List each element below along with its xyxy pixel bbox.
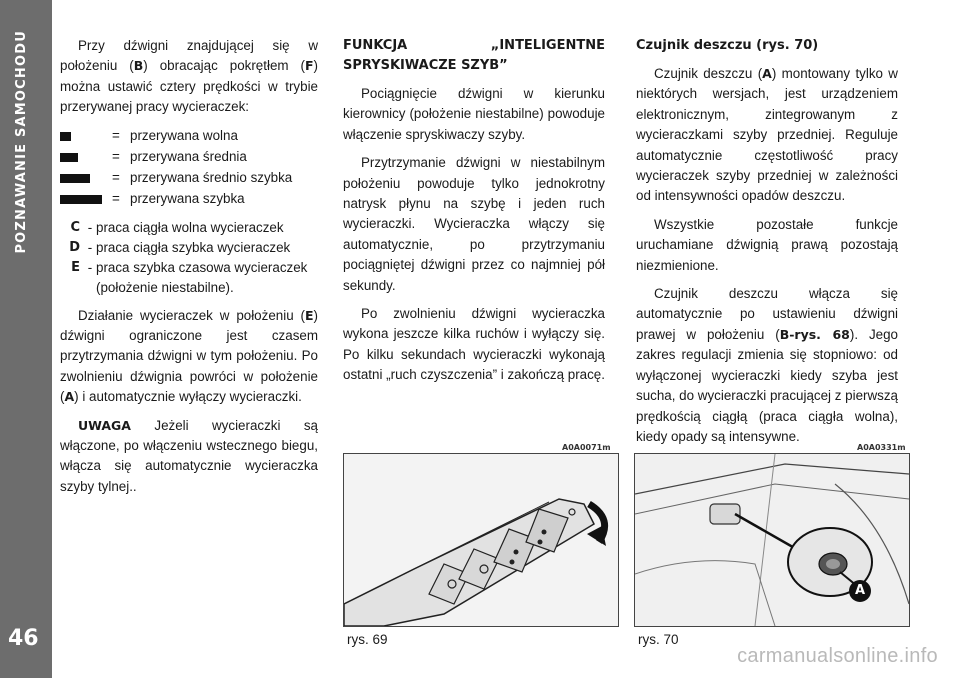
speed-row: = przerywana szybka (60, 189, 318, 210)
note-label: UWAGA (78, 417, 131, 433)
wiper-stalk-illustration (344, 454, 618, 626)
callout-a-badge: A (849, 580, 871, 602)
paragraph: Czujnik deszczu (A) montowany tylko w niektórych wersjach, jest urządzeniem elektronicznym, zintegrowanym z wycieraczkami szyby przedniej. Reguluje automatycznie częstotliwość pracy wycieraczek szyby przedniej w zależności od intensywności opadów deszczu. (636, 66, 898, 204)
speed-bar-icon (60, 153, 78, 162)
paragraph: Wszystkie pozostałe funkcje uruchamiane dźwignią prawą pozostają niezmienione. (636, 216, 898, 273)
rain-sensor-illustration (635, 454, 909, 626)
speed-row: = przerywana średnio szybka (60, 168, 318, 189)
column-2 (343, 36, 605, 394)
paragraph: Pociągnięcie dźwigni w kierunku kierownicy (położenie niestabilne) powoduje włączenie spryskiwaczy szyby. (343, 86, 605, 142)
section-heading: Czujnik deszczu (rys. 70) (636, 38, 819, 53)
rain-sensor-figure (634, 453, 910, 627)
mode-row: D - praca ciągła szybka wycieraczek (69, 239, 291, 255)
paragraph: Czujnik deszczu włącza się automatycznie po ustawieniu dźwigni prawej w położeniu (B-rys. 68). Jego zakres regulacji zmienia się stopniowo: od wyłączonej wycieraczki kiedy szyba jest sucha, do wycieraczki pracującej z pierwszą prędkością ciągłą (praca ciągła wolna), kiedy opady są intensywne. (636, 286, 898, 444)
position-e-paragraph: Działanie wycieraczek w położeniu (E) dźwigni ograniczone jest czasem przytrzymania dźwigni w tym położeniu. Po zwolnieniu dźwignia powróci w położenie (A) i automatycznie wyłączy wycieraczki. (60, 307, 318, 405)
section-heading: FUNKCJA „INTELIGENTNE SPRYSKIWACZE SZYB” (343, 38, 605, 73)
paragraph: Przytrzymanie dźwigni w niestabilnym położeniu powoduje tylko jednokrotny natrysk płynu na szybę i jeden ruch wycieraczki. Wycieraczka włączy się automatycznie, po przytrzymaniu pociągniętej dźwigni przez co najmniej pół sekundy. (343, 155, 605, 293)
speed-bar-icon (60, 195, 102, 204)
figure-caption: rys. 69 (347, 632, 388, 647)
speed-label: przerywana średnia (130, 148, 247, 164)
speed-label: przerywana wolna (130, 127, 238, 143)
speed-bar-icon (60, 132, 71, 141)
section-title: POZNAWANIE SAMOCHODU (14, 30, 29, 254)
speed-label: przerywana średnio szybka (130, 169, 293, 185)
speed-list (60, 126, 318, 210)
figure-code: A0A0331m (857, 443, 906, 452)
intro-paragraph: Przy dźwigni znajdującej się w położeniu (B) obracając pokrętłem (F) można ustawić cztery prędkości w trybie przerywanej pracy wycieraczek: (60, 38, 318, 115)
figure-caption: rys. 70 (638, 632, 679, 647)
speed-row: = przerywana wolna (60, 126, 318, 147)
mode-row: C - praca ciągła wolna wycieraczek (70, 219, 284, 235)
figure-code: A0A0071m (562, 443, 611, 452)
speed-bar-icon (60, 174, 90, 183)
speed-label: przerywana szybka (130, 190, 245, 206)
note-paragraph: UWAGA Jeżeli wycieraczki są włączone, po włączeniu wstecznego biegu, włącza się automatycznie wycieraczka szyby tylnej.. (60, 417, 318, 494)
page-number: 46 (8, 626, 39, 651)
column-3 (636, 36, 898, 455)
paragraph: Po zwolnieniu dźwigni wycieraczka wykona jeszcze kilka ruchów i wyłączy się. Po kilku sekundach wycieraczki wykonają ostatni „ruch czyszczenia” i zakończą pracę. (343, 306, 605, 383)
mode-list (60, 218, 318, 298)
wiper-stalk-figure (343, 453, 619, 627)
sidebar (0, 0, 52, 678)
watermark: carmanualsonline.info (737, 645, 938, 667)
speed-row: = przerywana średnia (60, 147, 318, 168)
mode-row: E - praca szybka czasowa wycieraczek (położenie niestabilne). (71, 259, 308, 296)
column-1 (60, 36, 318, 505)
